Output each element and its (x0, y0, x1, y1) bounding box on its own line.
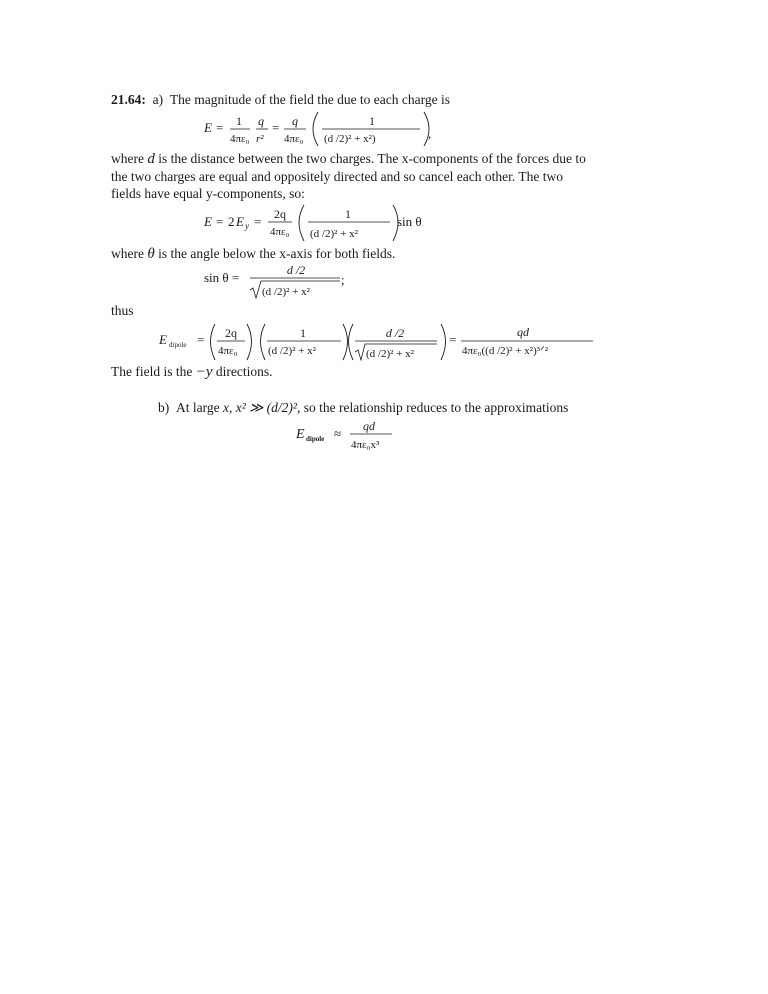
svg-text:=: = (272, 120, 280, 135)
svg-text:2: 2 (228, 214, 235, 229)
svg-text:,: , (428, 126, 432, 141)
svg-text:4πε₀: 4πε₀ (230, 133, 250, 145)
svg-text:E: E (236, 214, 244, 229)
part-a-intro: The magnitude of the field the due to each charge is (169, 92, 451, 107)
svg-text:4πε₀: 4πε₀ (270, 226, 290, 238)
text-line-2: the two charges are equal and oppositely directed and so cancel each other. The two (111, 169, 563, 184)
equation-e-2ey (200, 201, 440, 247)
field-direction-line (111, 364, 273, 380)
svg-text:=: = (197, 332, 205, 347)
part-b-text-post: so the relationship reduces to the approximations (303, 400, 569, 415)
svg-text:4πε₀: 4πε₀ (284, 133, 304, 145)
thus-word: thus (111, 303, 134, 318)
svg-text:4πε₀((d /2)² + x²)³ᐟ²: 4πε₀((d /2)² + x²)³ᐟ² (462, 345, 549, 357)
svg-text:1: 1 (236, 114, 242, 128)
problem-number: 21.64: (111, 92, 146, 107)
svg-text:(d /2)² + x²: (d /2)² + x² (310, 228, 358, 240)
where-theta-text: is the angle below the x-axis for both fields. (158, 246, 396, 261)
svg-text:2q: 2q (225, 326, 237, 340)
svg-text:=: = (216, 214, 224, 229)
svg-text:E: E (204, 120, 212, 135)
svg-text:(d /2)² + x²: (d /2)² + x² (366, 348, 414, 360)
svg-text:dipole: dipole (306, 435, 325, 443)
svg-text:(d /2)² + x²): (d /2)² + x²) (324, 133, 376, 145)
equation-dipole-approx (294, 416, 414, 456)
svg-text:d /2: d /2 (385, 326, 405, 340)
where-d-line (111, 151, 586, 167)
svg-text:dipole: dipole (169, 341, 187, 349)
svg-text:(d /2)² + x²: (d /2)² + x² (268, 345, 316, 357)
problem-intro-line (111, 92, 450, 108)
svg-text:y: y (245, 221, 249, 231)
svg-text:(d /2)² + x²: (d /2)² + x² (262, 286, 310, 298)
where-d-text: is the distance between the two charges. The x-components of the forces due to (158, 151, 586, 166)
part-b-condition: x, x² ≫ (d/2)², (223, 400, 301, 415)
symbol-neg-y: −y (195, 364, 213, 380)
symbol-theta: θ (147, 246, 155, 262)
svg-text:E: E (159, 332, 167, 347)
svg-text:E: E (204, 214, 212, 229)
where-word-2: where (111, 246, 144, 261)
svg-text:r²: r² (256, 133, 264, 145)
svg-text:;: ; (341, 272, 345, 287)
svg-text:sin θ =: sin θ = (204, 270, 240, 285)
part-b-label: b) (158, 400, 170, 415)
svg-text:=: = (254, 214, 262, 229)
field-direction-post: directions. (215, 364, 273, 379)
svg-text:d /2: d /2 (286, 263, 306, 277)
svg-text:=: = (449, 332, 457, 347)
part-a-label: a) (152, 92, 164, 107)
equation-e-dipole (155, 320, 600, 366)
text-line-3: fields have equal y-components, so: (111, 186, 305, 201)
symbol-d: d (147, 151, 155, 167)
field-direction-pre: The field is the (111, 364, 193, 379)
svg-text:≈: ≈ (334, 426, 342, 441)
svg-text:q: q (258, 114, 264, 128)
svg-text:1: 1 (369, 114, 375, 128)
part-b-text-pre: At large (176, 400, 220, 415)
svg-text:qd: qd (517, 325, 529, 339)
svg-text:1: 1 (300, 326, 306, 340)
svg-text:=: = (216, 120, 224, 135)
svg-text:4πε₀x³: 4πε₀x³ (351, 439, 380, 451)
svg-text:sin θ: sin θ (397, 214, 422, 229)
where-word: where (111, 151, 144, 166)
svg-text:4πε₀: 4πε₀ (218, 345, 238, 357)
svg-text:E: E (296, 427, 305, 442)
svg-text:q: q (292, 114, 298, 128)
equation-sin-theta (200, 260, 360, 302)
svg-text:qd: qd (363, 419, 375, 433)
equation-field-each-charge (200, 108, 440, 152)
part-b-line (158, 400, 568, 416)
svg-text:1: 1 (345, 207, 351, 221)
svg-text:2q: 2q (274, 207, 286, 221)
